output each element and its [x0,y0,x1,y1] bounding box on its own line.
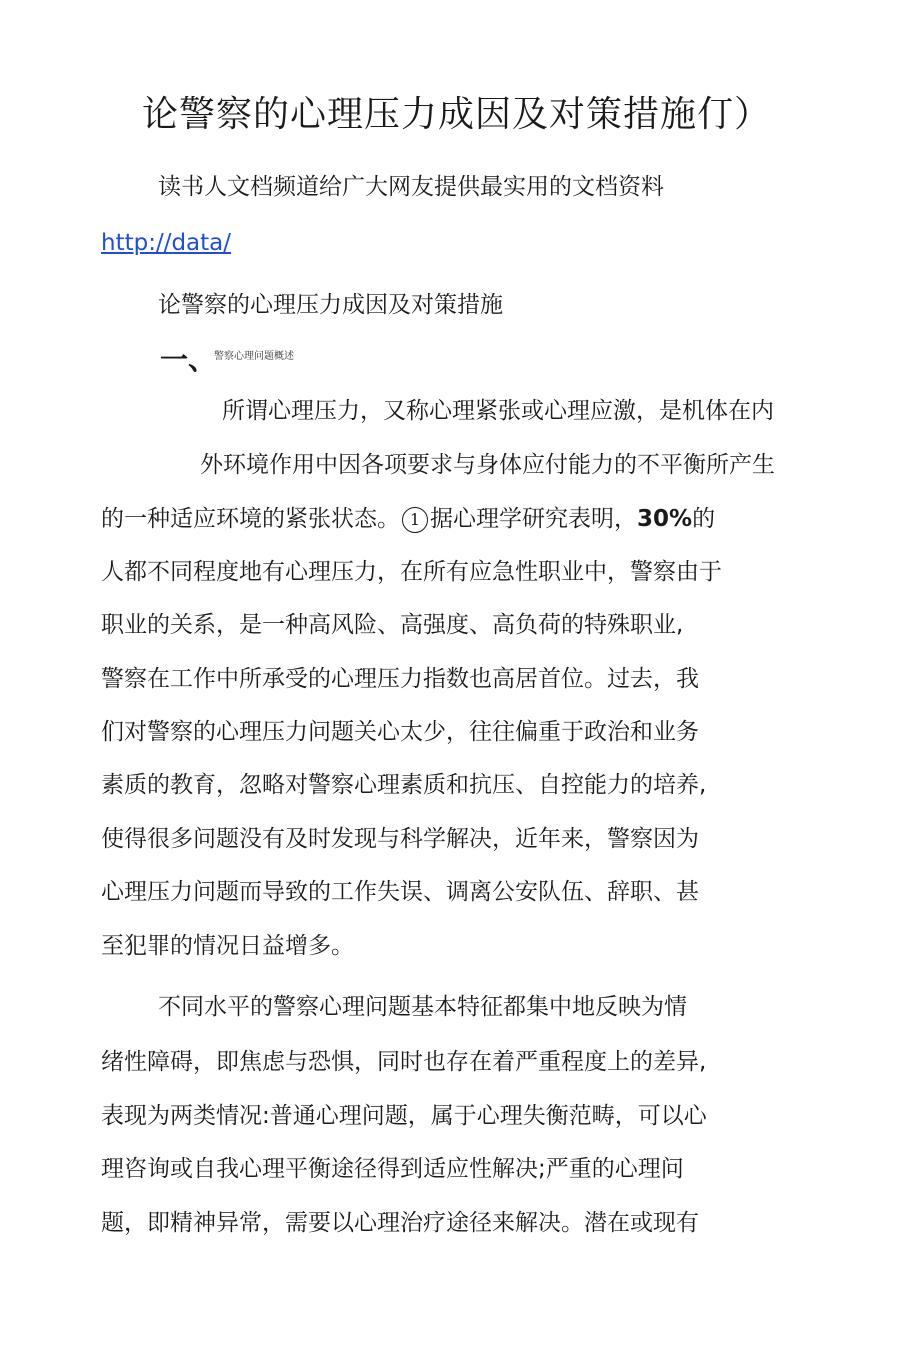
paragraph-line: 至犯罪的情况日益增多。 [101,933,354,959]
paragraph-line: 素质的教育，忽略对警察心理素质和抗压、自控能力的培养, [101,772,707,798]
section-number: 一、 [160,343,217,376]
article-heading: 论警察的心理压力成因及对策措施 [158,292,503,318]
paragraph-line: 理咨询或自我心理平衡途径得到适应性解决;严重的心理问 [101,1156,684,1182]
paragraph-line: 所谓心理压力，又称心理紧张或心理应激，是机体在内 [222,398,774,424]
text-span: 的 [692,506,716,532]
paragraph-line: 警察在工作中所承受的心理压力指数也高居首位。过去，我 [101,666,699,692]
paragraph-line [101,500,715,533]
paragraph-line: 人都不同程度地有心理压力，在所有应急性职业中，警察由于 [101,559,722,585]
paragraph-line: 心理压力问题而导致的工作失误、调离公安队伍、辞职、甚 [101,879,699,905]
text-span: 据心理学研究表明， [430,506,637,532]
source-link[interactable]: http://data/ [101,230,232,256]
text-span: 的一种适应环境的紧张状态。 [101,506,400,532]
footnote-marker[interactable]: 1 [402,507,428,533]
document-subtitle: 读书人文档频道给广大网友提供最实用的文档资料 [158,174,664,200]
paragraph-line: 外环境作用中因各项要求与身体应付能力的不平衡所产生 [200,452,775,478]
paragraph-line: 题，即精神异常，需要以心理治疗途径来解决。潜在或现有 [101,1210,699,1236]
document-title: 论警察的心理压力成因及对策措施仃） [142,94,772,135]
paragraph-line: 表现为两类情况:普通心理问题，属于心理失衡范畴，可以心 [101,1103,707,1129]
paragraph-line: 职业的关系，是一种高风险、高强度、高负荷的特殊职业, [101,612,684,638]
paragraph-line: 使得很多问题没有及时发现与科学解决，近年来，警察因为 [101,826,699,852]
section-title: 警察心理问题概述 [214,351,294,362]
paragraph-line: 们对警察的心理压力问题关心太少，往往偏重于政治和业务 [101,719,699,745]
percentage-value: 30% [637,506,693,532]
paragraph-line: 不同水平的警察心理问题基本特征都集中地反映为情 [158,994,687,1020]
paragraph-line: 绪性障碍，即焦虑与恐惧，同时也存在着严重程度上的差异, [101,1049,707,1075]
